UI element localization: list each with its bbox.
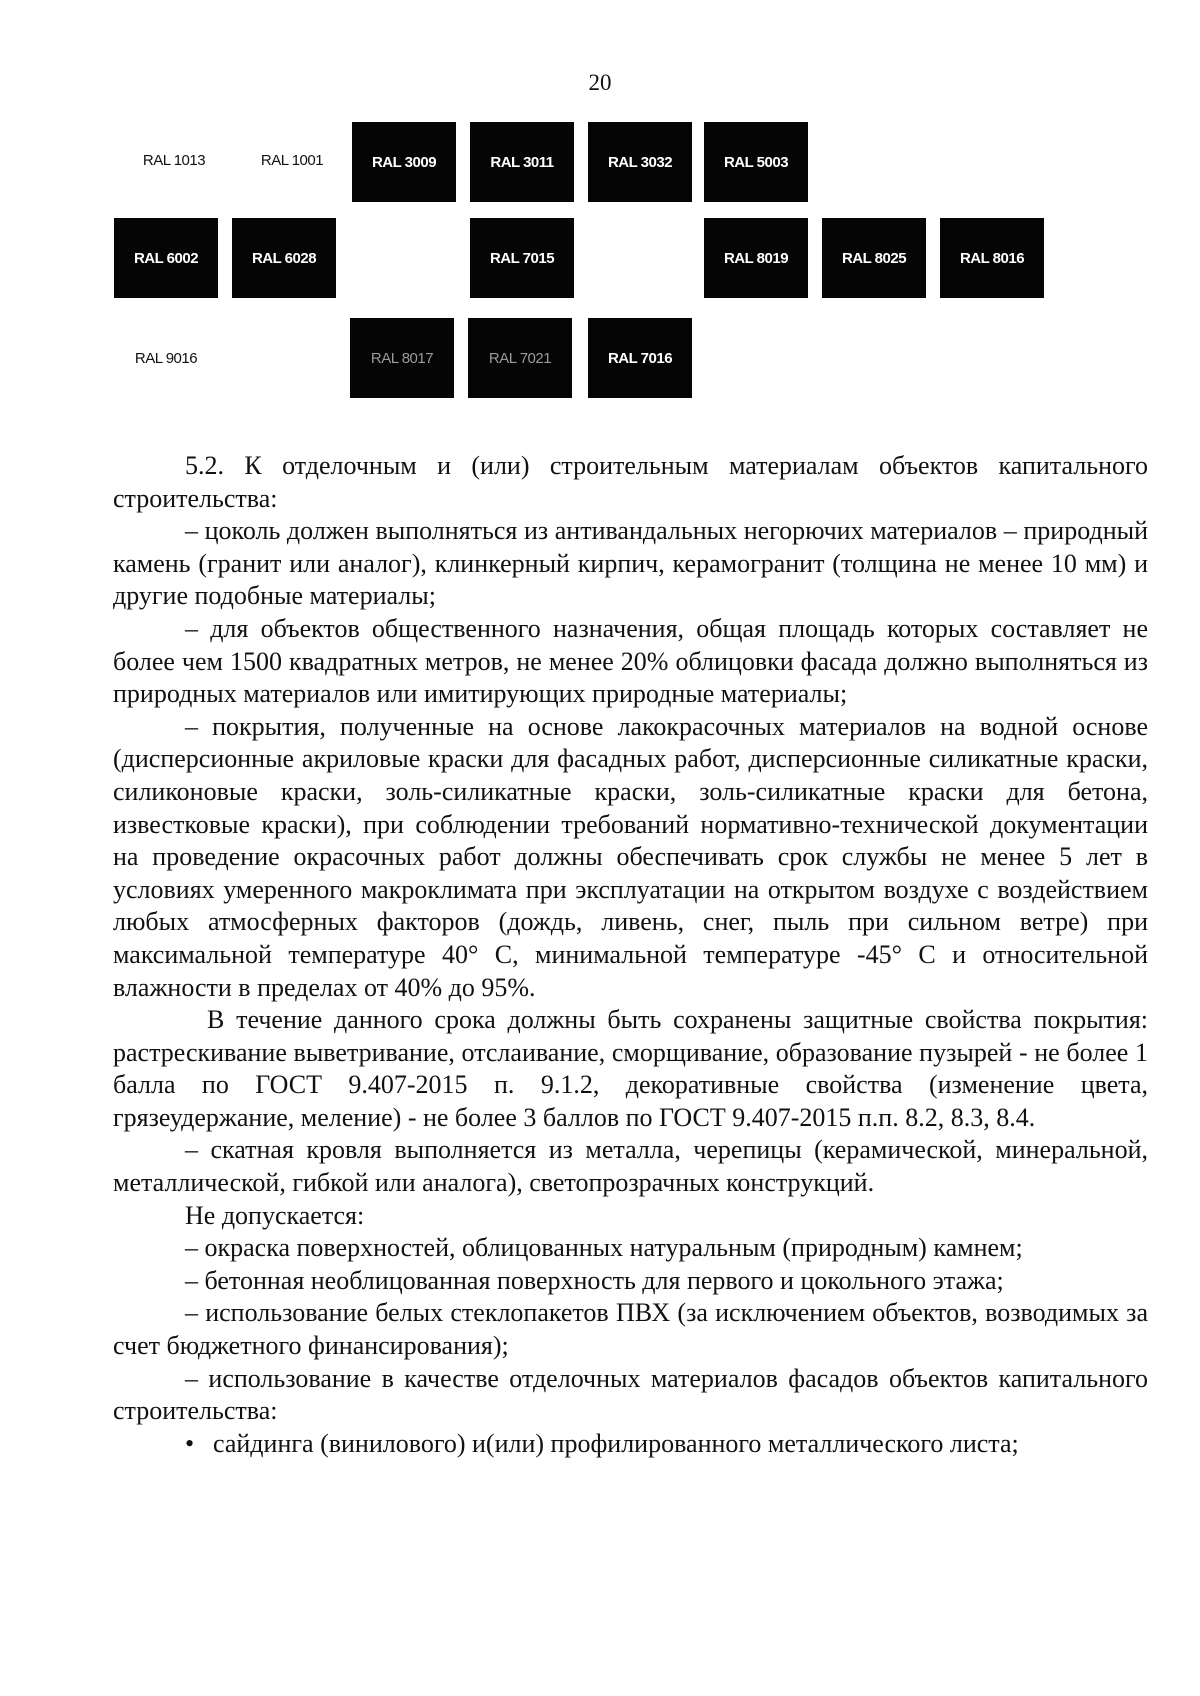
ral-swatch [114, 318, 218, 398]
swatch-label: RAL 6002 [133, 249, 199, 267]
ral-swatch [704, 122, 808, 202]
swatch-label: RAL 7016 [607, 349, 673, 367]
paragraph-coatings: – покрытия, полученные на основе лакокрасочных материалов на водной основе (дисперсионные акриловые краски для фасадных работ, дисперсионные силикатные краски, силиконовые краски, золь-силикатные краски, золь-силикатные краски для бетона, известковые краски), при соблюдении требований нормативно-технической документации на проведение окрасочных работ должны обеспечивать срок службы не менее 5 лет в условиях умеренного макроклимата при эксплуатации на открытом воздухе с воздействием любых атмосферных факторов (дождь, ливень, снег, пыль при сильном ветре) при максимальной температуре 40° С, минимальной температуре -45° С и относительной влажности в пределах от 40% до 95%. [113, 711, 1148, 1002]
swatch-label: RAL 8017 [370, 349, 434, 367]
list-item-pvc-windows: – использование белых стеклопакетов ПВХ (за исключением объектов, возводимых за счет бюджетного финансирования); [113, 1298, 1148, 1361]
ral-swatch [940, 218, 1044, 298]
ral-swatch [352, 122, 456, 202]
ral-swatch [822, 218, 926, 298]
bullet-icon: • [185, 1428, 195, 1458]
ral-swatch [588, 122, 692, 202]
swatch-label: RAL 3032 [607, 153, 673, 171]
document-body [113, 450, 1148, 1460]
list-item-painting: – окраска поверхностей, облицованных натуральным (природным) камнем; [185, 1233, 1023, 1263]
ral-swatch [122, 120, 226, 200]
swatch-label: RAL 6028 [251, 249, 317, 267]
ral-swatch [588, 318, 692, 398]
swatch-label: RAL 7015 [489, 249, 555, 267]
swatch-label: RAL 8019 [723, 249, 789, 267]
swatch-label: RAL 9016 [134, 349, 198, 367]
ral-swatch [232, 218, 336, 298]
swatch-label: RAL 7021 [488, 349, 552, 367]
paragraph-public-buildings: – для объектов общественного назначения, общая площадь которых составляет не более чем 1500 квадратных метров, не менее 20% облицовки фасада должно выполняться из природных материалов или имитирующих природные материалы; [113, 613, 1148, 709]
ral-swatch [240, 120, 344, 200]
paragraph-roofing: – скатная кровля выполняется из металла, черепицы (керамической, минеральной, металлической, гибкой или аналога), светопрозрачных конструкций. [113, 1135, 1148, 1198]
list-item-concrete: – бетонная необлицованная поверхность для первого и цокольного этажа; [185, 1265, 1004, 1295]
ral-swatch [470, 218, 574, 298]
ral-swatch [350, 318, 454, 398]
bullet-item-siding [113, 1428, 1148, 1461]
swatch-label: RAL 3009 [371, 153, 437, 171]
swatch-label: RAL 5003 [723, 153, 789, 171]
ral-swatch [468, 318, 572, 398]
swatch-label: RAL 1013 [142, 151, 206, 169]
paragraph-section-5-2: 5.2. К отделочным и (или) строительным материалам объектов капитального строительства: [113, 451, 1148, 513]
ral-swatch [470, 122, 574, 202]
ral-swatch [704, 218, 808, 298]
swatch-label: RAL 8025 [841, 249, 907, 267]
paragraph-not-allowed: Не допускается: [185, 1200, 365, 1230]
list-item-finishing-materials: – использование в качестве отделочных материалов фасадов объектов капитального строительства: [113, 1363, 1148, 1426]
swatch-label: RAL 3011 [490, 153, 554, 171]
ral-swatch [114, 218, 218, 298]
swatch-label: RAL 1001 [260, 151, 324, 169]
paragraph-protective-properties: В течение данного срока должны быть сохранены защитные свойства покрытия: растрескивание выветривание, отслаивание, сморщивание, образование пузырей - не более 1 балла по ГОСТ 9.407-2015 п. 9.1.2, декоративные свойства (изменение цвета, грязеудержание, меление) - не более 3 баллов по ГОСТ 9.407-2015 п.п. 8.2, 8.3, 8.4. [113, 1005, 1148, 1132]
swatch-label: RAL 8016 [959, 249, 1025, 267]
page-number: 20 [588, 70, 612, 95]
bullet-item-text: сайдинга (винилового) и(или) профилированного металлического листа; [213, 1428, 1019, 1458]
paragraph-plinth: – цоколь должен выполняться из антивандальных негорючих материалов – природный камень (гранит или аналог), клинкерный кирпич, керамогранит (толщина не менее 10 мм) и другие подобные материалы; [113, 516, 1148, 611]
